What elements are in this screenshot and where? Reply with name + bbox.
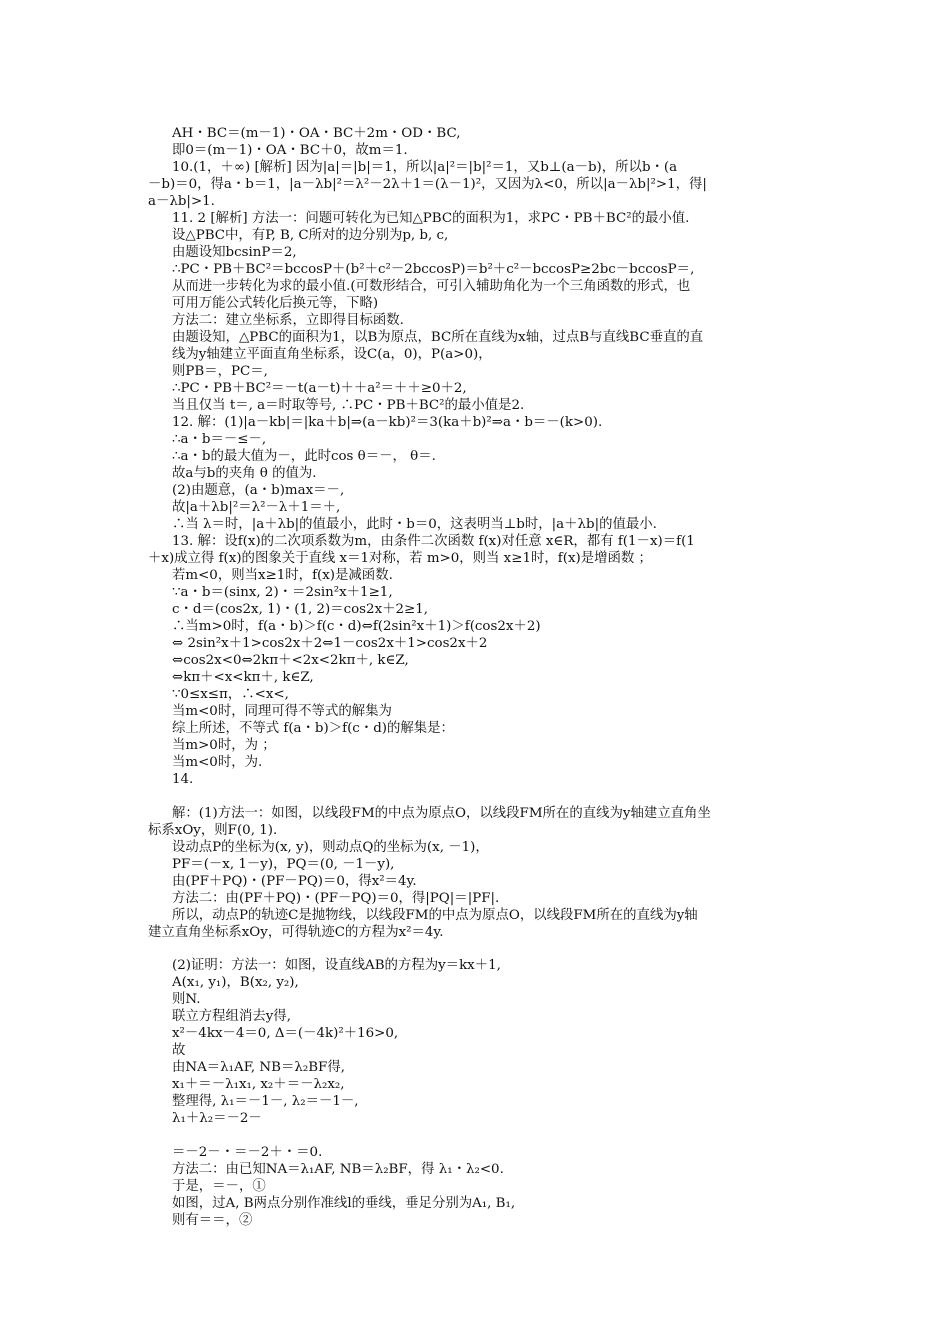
- text-line: 11. 2 [解析] 方法一：问题可转化为已知△PBC的面积为1，求PC・PB＋BC²的最小值.: [172, 211, 690, 226]
- text-line: 故: [172, 1043, 186, 1058]
- text-line: ∴PC・PB＋BC²＝－t(a－t)＋＋a²＝＋＋≥0＋2,: [172, 381, 467, 396]
- text-line: 若m<0，则当x≥1时，f(x)是减函数.: [172, 568, 393, 583]
- text-line: 设动点P的坐标为(x, y)，则动点Q的坐标为(x, －1)，: [172, 840, 489, 855]
- text-line: 建立直角坐标系xOy，可得轨迹C的方程为x²＝4y.: [148, 925, 444, 940]
- text-line: －b)＝0，得a・b＝1，|a－λb|²＝λ²－2λ＋1＝(λ－1)²，又因为λ<0，所以|a－λb|²>1，得|: [148, 177, 707, 192]
- text-line: 故a与b的夹角 θ 的值为.: [172, 466, 317, 481]
- text-line: 可用万能公式转化后换元等，下略): [172, 296, 379, 311]
- text-line: 解：(1)方法一：如图，以线段FM的中点为原点O，以线段FM所在的直线为y轴建立直角坐: [172, 806, 711, 821]
- text-line: 方法二：建立坐标系，立即得目标函数.: [172, 313, 404, 328]
- text-line: 方法二：由(PF＋PQ)・(PF－PQ)＝0，得|PQ|＝|PF|.: [172, 891, 500, 906]
- text-line: 13. 解：设f(x)的二次项系数为m，由条件二次函数 f(x)对任意 x∈R，都有 f(1－x)＝f(1: [172, 534, 695, 549]
- text-line: (2)证明：方法一：如图，设直线AB的方程为y＝kx＋1,: [172, 958, 501, 973]
- text-line: ＝－2－・＝－2＋・＝0.: [172, 1145, 323, 1160]
- text-line: a－λb|>1.: [148, 194, 215, 209]
- text-line: x²－4kx－4＝0, Δ＝(－4k)²＋16>0,: [172, 1026, 399, 1041]
- text-line: ∴a・b的最大值为－，此时cos θ＝－， θ＝.: [172, 449, 436, 464]
- text-line: λ₁＋λ₂＝－2－: [172, 1111, 262, 1126]
- text-line: ⇔kπ＋<x<kπ＋, k∈Z,: [172, 670, 314, 685]
- text-line: 综上所述，不等式 f(a・b)＞f(c・d)的解集是：: [172, 721, 454, 736]
- text-line: ∴当 λ＝时，|a＋λb|的值最小，此时・b＝0，这表明当⊥b时，|a＋λb|的值最小.: [172, 517, 657, 532]
- text-line: 标系xOy，则F(0, 1).: [148, 823, 278, 838]
- text-line: ∵a・b＝(sinx, 2)・＝2sin²x＋1≥1,: [172, 585, 393, 600]
- text-line: 联立方程组消去y得,: [172, 1009, 291, 1024]
- text-line: 设△PBC中，有P, B, C所对的边分别为p, b, c,: [172, 228, 449, 243]
- text-line: 12. 解：(1)|a－kb|＝|ka＋b|⇒(a－kb)²＝3(ka＋b)²⇒a・b＝－(k>0).: [172, 415, 603, 430]
- text-line: 14.: [172, 772, 194, 787]
- text-line: 当m<0时，为.: [172, 755, 263, 770]
- text-line: 即0＝(m－1)・OA・BC＋0，故m＝1.: [172, 143, 408, 158]
- text-line: 故|a＋λb|²＝λ²－λ＋1＝＋,: [172, 500, 341, 515]
- text-line: 则有＝＝，②: [172, 1213, 253, 1228]
- text-line: 所以，动点P的轨迹C是抛物线，以线段FM的中点为原点O，以线段FM所在的直线为y轴: [172, 908, 698, 923]
- text-line: 当m<0时，同理可得不等式的解集为: [172, 704, 392, 719]
- text-line: (2)由题意，(a・b)max＝－,: [172, 483, 345, 498]
- text-line: ＋x)成立得 f(x)的图象关于直线 x＝1对称，若 m>0，则当 x≥1时，f(x)是增函数 ；: [148, 551, 652, 566]
- text-line: 则N.: [172, 992, 201, 1007]
- text-line: 方法二：由已知NA＝λ₁AF, NB＝λ₂BF，得 λ₁・λ₂<0.: [172, 1162, 504, 1177]
- text-line: A(x₁, y₁)，B(x₂, y₂),: [172, 975, 299, 990]
- text-line: 则PB＝，PC＝,: [172, 364, 268, 379]
- text-line: 由题设知，△PBC的面积为1，以B为原点，BC所在直线为x轴，过点B与直线BC垂直的直: [172, 330, 704, 345]
- text-line: AH・BC＝(m－1)・OA・BC＋2m・OD・BC,: [172, 126, 461, 141]
- text-line: ∴当m>0时，f(a・b)＞f(c・d)⇔f(2sin²x＋1)＞f(cos2x＋2): [172, 619, 541, 634]
- text-line: 如图，过A, B两点分别作准线l的垂线，垂足分别为A₁, B₁,: [172, 1196, 516, 1211]
- text-line: 10.(1，＋∞) [解析] 因为|a|＝|b|＝1，所以|a|²＝|b|²＝1，又b⊥(a－b)，所以b・(a: [172, 160, 678, 175]
- text-line: 当m>0时，为 ；: [172, 738, 276, 753]
- text-line: ⇔ 2sin²x＋1>cos2x＋2⇔1－cos2x＋1>cos2x＋2: [172, 636, 488, 651]
- text-line: 由(PF＋PQ)・(PF－PQ)＝0，得x²＝4y.: [172, 874, 417, 889]
- text-line: 整理得, λ₁＝－1－, λ₂＝－1－,: [172, 1094, 359, 1109]
- text-line: 线为y轴建立平面直角坐标系，设C(a，0)，P(a>0)，: [172, 347, 492, 362]
- text-line: 于是，＝－，①: [172, 1179, 266, 1194]
- text-line: ⇔cos2x<0⇔2kπ＋<2x<2kπ＋, k∈Z,: [172, 653, 409, 668]
- text-line: 当且仅当 t＝, a＝时取等号, ∴PC・PB＋BC²的最小值是2.: [172, 398, 525, 413]
- text-line: PF＝(－x, 1－y)，PQ＝(0, －1－y),: [172, 857, 395, 872]
- text-line: 从而进一步转化为求的最小值.(可数形结合，可引入辅助角化为一个三角函数的形式，也: [172, 279, 691, 294]
- text-line: ∴PC・PB＋BC²＝bccosP＋(b²＋c²－2bccosP)＝b²＋c²－bccosP≥2bc－bccosP＝,: [172, 262, 695, 277]
- text-line: ∴a・b＝－≤－,: [172, 432, 267, 447]
- text-line: c・d＝(cos2x, 1)・(1, 2)＝cos2x＋2≥1,: [172, 602, 429, 617]
- text-line: x₁＋＝－λ₁x₁, x₂＋＝－λ₂x₂,: [172, 1077, 345, 1092]
- text-line: ∵0≤x≤π，∴<x<,: [172, 687, 289, 702]
- text-line: 由NA＝λ₁AF, NB＝λ₂BF得,: [172, 1060, 345, 1075]
- text-line: 由题设知bcsinP＝2,: [172, 245, 297, 260]
